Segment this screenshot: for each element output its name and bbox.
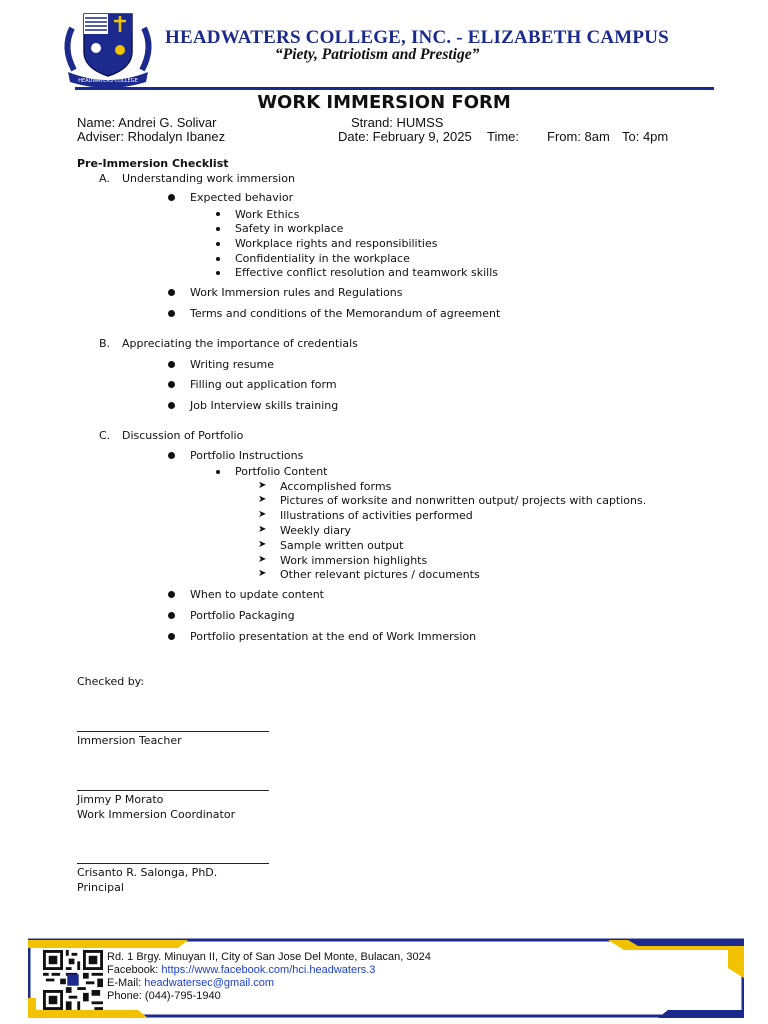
bullet-icon	[168, 381, 175, 388]
expected-behavior: Expected behavior	[190, 191, 294, 204]
arrow-bullet-icon: ➤	[258, 480, 267, 491]
section-a-marker: A.	[99, 172, 110, 185]
section-a-title: Understanding work immersion	[122, 172, 295, 185]
section-b-title: Appreciating the importance of credentials	[122, 337, 358, 350]
coordinator-title: Work Immersion Coordinator	[77, 808, 236, 821]
arrow-bullet-icon: ➤	[258, 509, 267, 520]
terms-item: Terms and conditions of the Memorandum of agreement	[190, 307, 501, 320]
facebook-label: Facebook:	[107, 964, 162, 976]
form-title: WORK IMMERSION FORM	[257, 92, 511, 113]
bullet-icon	[216, 271, 220, 275]
signature-line	[77, 863, 269, 864]
list-item: Confidentiality in the workplace	[235, 252, 410, 265]
email-label: E-Mail:	[107, 977, 145, 989]
bullet-icon	[168, 194, 175, 201]
time-from: From: 8am	[547, 129, 610, 144]
list-item: Sample written output	[280, 539, 404, 552]
list-item: Filling out application form	[190, 378, 337, 391]
signature-line	[77, 731, 269, 732]
logo-ribbon-text: HEADWATERS COLLEGE	[78, 78, 138, 84]
list-item: Pictures of worksite and nonwritten output/ projects with captions.	[280, 494, 647, 507]
list-item: Portfolio Packaging	[190, 609, 295, 622]
bullet-icon	[216, 257, 220, 261]
arrow-bullet-icon: ➤	[258, 539, 267, 550]
section-b-marker: B.	[99, 337, 111, 350]
bullet-icon	[168, 289, 175, 296]
qr-code-icon	[43, 950, 103, 1010]
arrow-bullet-icon: ➤	[258, 554, 267, 565]
list-item: Job Interview skills training	[190, 399, 339, 412]
list-item: Workplace rights and responsibilities	[235, 237, 438, 250]
list-item: Accomplished forms	[280, 480, 392, 493]
bullet-icon	[168, 633, 175, 640]
bullet-icon	[168, 310, 175, 317]
college-motto: “Piety, Patriotism and Prestige”	[275, 46, 480, 63]
time-label: Time:	[487, 129, 520, 144]
portfolio-content: Portfolio Content	[235, 465, 328, 478]
footer-phone: Phone: (044)-795-1940	[107, 990, 221, 1002]
list-item: Other relevant pictures / documents	[280, 568, 480, 581]
strand: Strand: HUMSS	[351, 115, 444, 130]
arrow-bullet-icon: ➤	[258, 494, 267, 505]
facebook-link[interactable]: https://www.facebook.com/hci.headwaters.3	[161, 964, 376, 976]
footer-facebook	[107, 964, 375, 976]
student-name: Name: Andrei G. Solivar	[77, 115, 217, 130]
header-divider	[75, 87, 714, 90]
principal-title: Principal	[77, 881, 124, 894]
college-name: HEADWATERS COLLEGE, INC. - ELIZABETH CAMPUS	[165, 27, 669, 48]
bullet-icon	[168, 361, 175, 368]
rules-item: Work Immersion rules and Regulations	[190, 286, 403, 299]
list-item: Illustrations of activities performed	[280, 509, 473, 522]
teacher-title: Immersion Teacher	[77, 734, 182, 747]
adviser: Adviser: Rhodalyn Ibanez	[77, 129, 226, 144]
footer-address: Rd. 1 Brgy. Minuyan II, City of San Jose Del Monte, Bulacan, 3024	[107, 951, 431, 963]
bullet-icon	[168, 452, 175, 459]
list-item: When to update content	[190, 588, 324, 601]
footer-email	[107, 977, 274, 989]
list-item: Work immersion highlights	[280, 554, 428, 567]
coordinator-name: Jimmy P Morato	[77, 793, 164, 806]
time-to: To: 4pm	[622, 129, 669, 144]
bullet-icon	[216, 470, 220, 474]
bullet-icon	[216, 242, 220, 246]
list-item: Work Ethics	[235, 208, 300, 221]
list-item: Effective conflict resolution and teamwork skills	[235, 266, 499, 279]
section-c-marker: C.	[99, 429, 111, 442]
principal-name: Crisanto R. Salonga, PhD.	[77, 866, 218, 879]
arrow-bullet-icon: ➤	[258, 524, 267, 535]
bullet-icon	[216, 212, 220, 216]
list-item: Portfolio presentation at the end of Work Immersion	[190, 630, 477, 643]
bullet-icon	[168, 591, 175, 598]
checked-by-label: Checked by:	[77, 675, 145, 688]
bullet-icon	[216, 227, 220, 231]
portfolio-instructions: Portfolio Instructions	[190, 449, 304, 462]
bullet-icon	[168, 402, 175, 409]
checklist-title: Pre-Immersion Checklist	[77, 157, 229, 170]
college-logo	[58, 8, 158, 88]
list-item: Safety in workplace	[235, 222, 344, 235]
arrow-bullet-icon: ➤	[258, 568, 267, 579]
list-item: Weekly diary	[280, 524, 352, 537]
list-item: Writing resume	[190, 358, 275, 371]
section-c-title: Discussion of Portfolio	[122, 429, 244, 442]
bullet-icon	[168, 612, 175, 619]
email-link[interactable]: headwatersec@gmail.com	[144, 977, 275, 989]
signature-line	[77, 790, 269, 791]
date: Date: February 9, 2025	[338, 129, 472, 144]
